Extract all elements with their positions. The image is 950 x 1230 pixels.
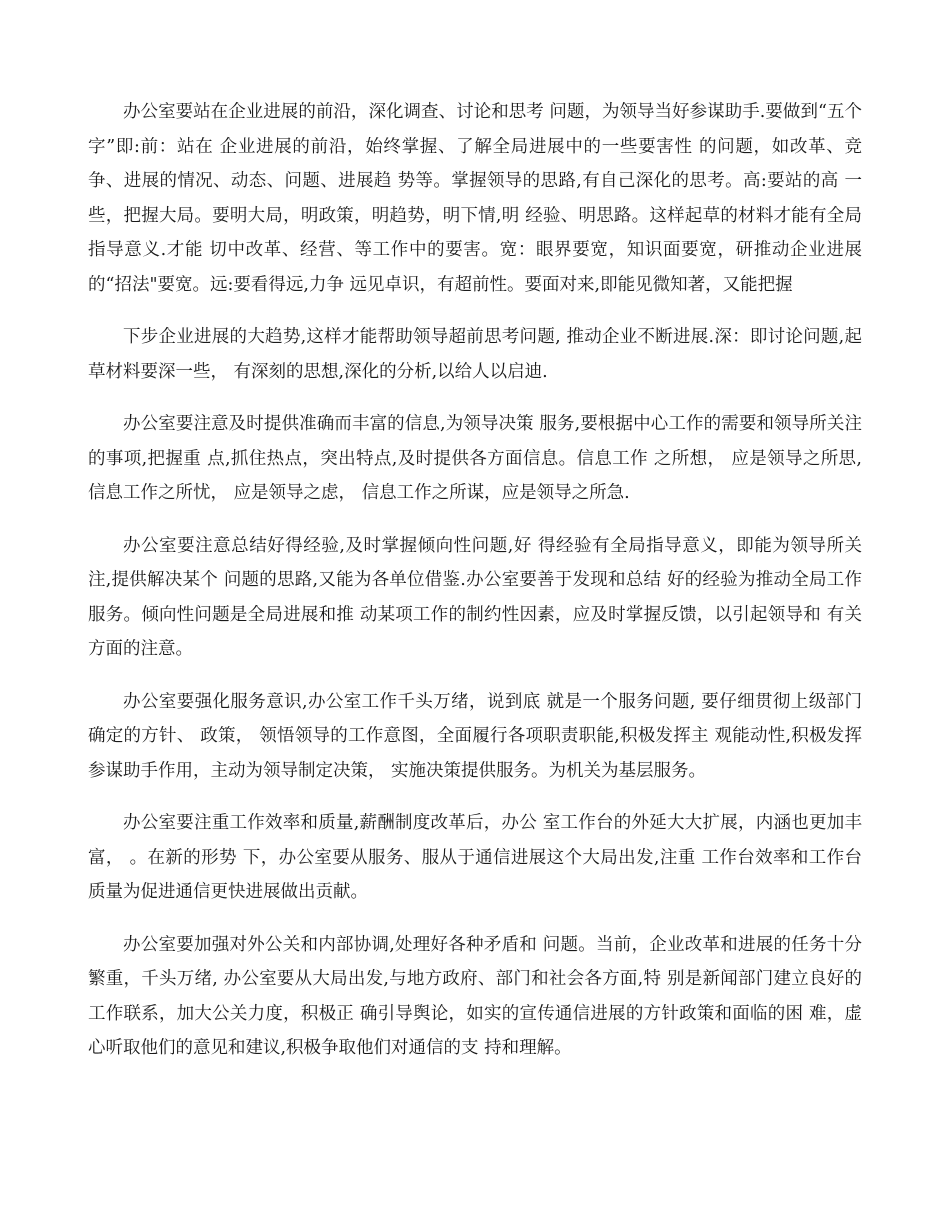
- paragraph-front-line-research: 办公室要站在企业进展的前沿，深化调查、讨论和思考 问题，为领导当好参谋助手.要做到“五个字”即:前：站在 企业进展的前沿，始终掌握、了解全局进展中的一些要害性 的问题，如改革、竞争、进展的情况、动态、问题、进展趋 势等。掌握领导的思路,有自己深化的思考。高:要站的高 一些，把握大局。要明大局，明政策，明趋势，明下情,明 经验、明思路。这样起草的材料才能有全局指导意义.才能 切中改革、经营、等工作中的要害。宽：眼界要宽，知识面要宽，研推动企业进展的“招法"要宽。远:要看得远,力争 远见卓识，有超前性。要面对来,即能见微知著，又能把握: [88, 102, 862, 295]
- paragraph-summarize-experience: 办公室要注意总结好得经验,及时掌握倾向性问题,好 得经验有全局指导意义，即能为领导所关注,提供解决某个 问题的思路,又能为各单位借鉴.办公室要善于发现和总结 好的经验为推动全局工作服务。倾向性问题是全局进展和推 动某项工作的制约性因素，应及时掌握反馈，以引起领导和 有关方面的注意。: [88, 535, 862, 659]
- paragraph-big-trend: 下步企业进展的大趋势,这样才能帮助领导超前思考问题, 推动企业不断进展.深：即讨论问题,起草材料要深一些， 有深刻的思想,深化的分析,以给人以启迪.: [88, 327, 862, 382]
- paragraph-public-relations: 办公室要加强对外公关和内部协调,处理好各种矛盾和 问题。当前，企业改革和进展的任务十分繁重，千头万绪, 办公室要从大局出发,与地方政府、部门和社会各方面,特 别是新闻部门建立良好的工作联系，加大公关力度，积极正 确引导舆论，如实的宣传通信进展的方针政策和面临的困 难，虚心听取他们的意见和建议,积极争取他们对通信的支 持和理解。: [88, 934, 862, 1058]
- paragraph-efficiency-quality: 办公室要注重工作效率和质量,薪酬制度改革后，办公 室工作台的外延大大扩展，内涵也更加丰富， 。在新的形势 下，办公室要从服务、服从于通信进展这个大局出发,注重 工作台效率和工作台质量为促进通信更快进展做出贡献。: [88, 813, 862, 902]
- paragraph-information-service: 办公室要注意及时提供准确而丰富的信息,为领导决策 服务,要根据中心工作的需要和领导所关注的事项,把握重 点,抓住热点，突出特点,及时提供各方面信息。信息工作 之所想， 应是领导之所思, 信息工作之所忧， 应是领导之虑， 信息工作之所谋，应是领导之所急.: [88, 414, 862, 503]
- document-body: [88, 95, 862, 1084]
- paragraph-service-awareness: 办公室要强化服务意识,办公室工作千头万绪，说到底 就是一个服务问题, 要仔细贯彻上级部门确定的方针、 政策， 领悟领导的工作意图，全面履行各项职责职能,积极发挥主 观能动性,积极发挥参谋助手作用，主动为领导制定决策， 实施决策提供服务。为机关为基层服务。: [88, 691, 862, 781]
